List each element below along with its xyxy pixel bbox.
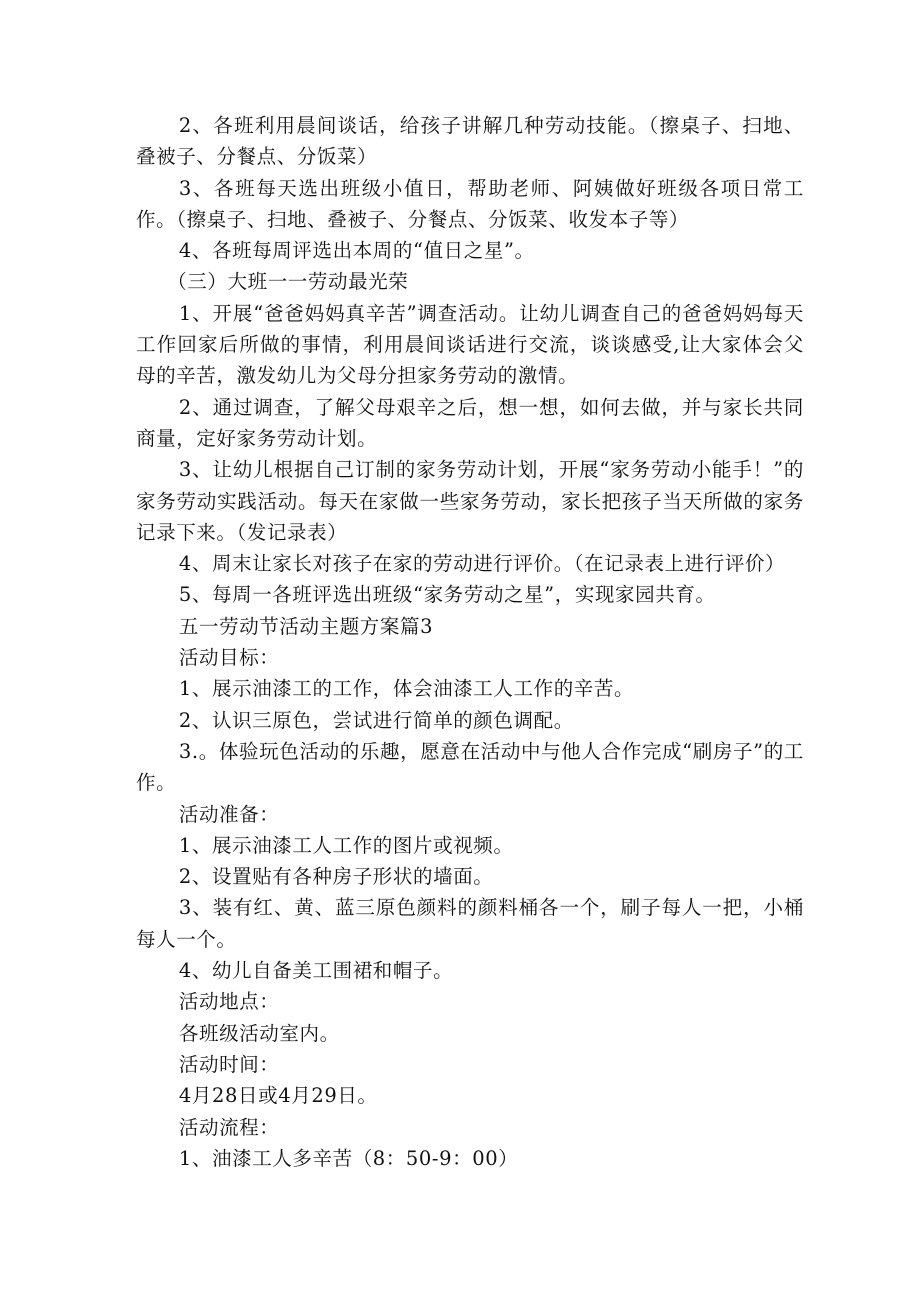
- paragraph: 4、幼儿自备美工围裙和帽子。: [178, 959, 454, 983]
- paragraph: 3.。体验玩色活动的乐趣，愿意在活动中与他人合作完成“刷房子”的工作。: [136, 739, 804, 795]
- paragraph: 5、每周一各班评选出班级“家务劳动之星”，实现家园共育。: [178, 583, 716, 607]
- paragraph: 3、让幼儿根据自己订制的家务劳动计划，开展“家务劳动小能手！”的家务劳动实践活动。每天在家做一些家务劳动，家长把孩子当天所做的家务记录下来。（发记录表）: [136, 458, 804, 544]
- paragraph: 2、认识三原色，尝试进行简单的颜色调配。: [178, 708, 574, 732]
- paragraph: 1、开展“爸爸妈妈真辛苦”调查活动。让幼儿调查自己的爸爸妈妈每天工作回家后所做的事情，利用晨间谈话进行交流，谈谈感受,让大家体会父母的辛苦，激发幼儿为父母分担家务劳动的激情。: [136, 301, 804, 388]
- paragraph: 1、展示油漆工的工作，体会油漆工人工作的辛苦。: [178, 677, 635, 701]
- subheading-goals: 活动目标：: [178, 646, 280, 670]
- paragraph: 3、装有红、黄、蓝三原色颜料的颜料桶各一个，刷子每人一把，小桶每人一个。: [136, 896, 804, 951]
- paragraph: 2、各班利用晨间谈话，给孩子讲解几种劳动技能。（擦桌子、扫地、叠被子、分餐点、分饭菜）: [136, 114, 804, 169]
- paragraph: 4月28日或4月29日。: [178, 1084, 378, 1108]
- article-title: 五一劳动节活动主题方案篇3: [178, 614, 434, 638]
- paragraph: 1、油漆工人多辛苦（8：50-9：00）: [178, 1146, 519, 1170]
- paragraph: 1、展示油漆工人工作的图片或视频。: [178, 833, 514, 857]
- paragraph: 3、各班每天选出班级小值日，帮助老师、阿姨做好班级各项日常工作。（擦桌子、扫地、叠被子、分餐点、分饭菜、收发本子等）: [136, 176, 804, 231]
- section-heading: （三）大班一一劳动最光荣: [167, 270, 409, 294]
- document-body: [136, 110, 804, 1174]
- paragraph: 2、通过调查，了解父母艰辛之后，想一想，如何去做，并与家长共同商量，定好家务劳动计划。: [136, 395, 804, 450]
- paragraph: 各班级活动室内。: [178, 1021, 340, 1045]
- subheading-preparation: 活动准备：: [178, 802, 280, 826]
- subheading-time: 活动时间：: [178, 1052, 280, 1076]
- paragraph: 4、各班每周评选出本周的“值日之星”。: [178, 239, 535, 263]
- subheading-location: 活动地点：: [178, 990, 280, 1014]
- paragraph: 2、设置贴有各种房子形状的墙面。: [178, 865, 494, 889]
- subheading-process: 活动流程：: [178, 1115, 280, 1139]
- paragraph: 4、周末让家长对孩子在家的劳动进行评价。（在记录表上进行评价）: [178, 552, 786, 576]
